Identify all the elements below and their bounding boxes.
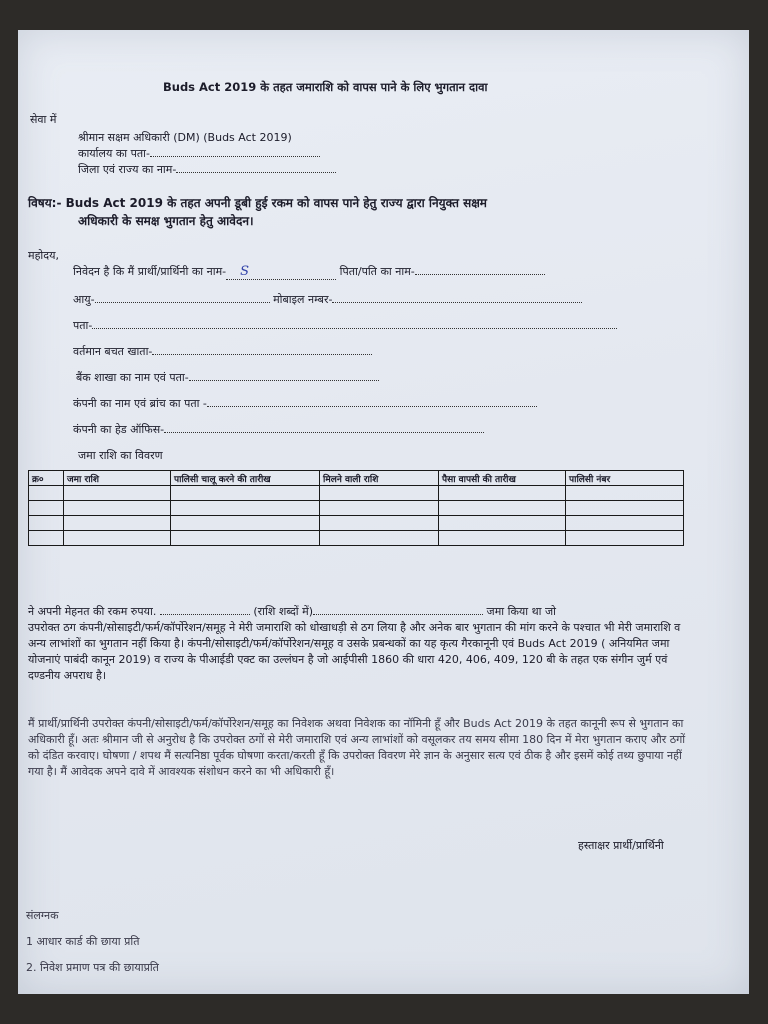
office-address-blank[interactable] [150,156,320,157]
table-cell[interactable] [29,501,64,516]
salutation-to: सेवा में [30,113,57,126]
applicant-name-field [73,264,545,280]
signature-label: हस्ताक्षर प्रार्थी/प्रार्थिनी [578,839,664,852]
deposit-details-label: जमा राशि का विवरण [78,449,163,462]
col-header-policy-number: पालिसी नंबर [566,471,684,486]
father-husband-label: पिता/पति का नाम- [339,265,415,278]
form-title: Buds Act 2019 के तहत जमाराशि को वापस पाने के लिए भुगतान दावा [163,80,488,94]
col-header-policy-start-date: पालिसी चालू करने की तारीख [171,471,320,486]
enclosure-item-2: 2. निवेश प्रमाण पत्र की छायाप्रति [26,961,159,974]
table-cell[interactable] [439,486,566,501]
subject-line-1: विषय:- Buds Act 2019 के तहत अपनी डूबी हुई रकम को वापस पाने हेतु राज्य द्वारा नियुक्त सक्षम [28,196,487,210]
address-label: पता- [73,319,93,332]
table-cell[interactable] [29,516,64,531]
col-header-refund-date: पैसा वापसी की तारीख [439,471,566,486]
table-cell[interactable] [320,486,439,501]
table-cell[interactable] [29,531,64,546]
table-row [29,501,684,516]
applicant-name-blank[interactable] [226,264,336,280]
officer-name: श्रीमान सक्षम अधिकारी (DM) (Buds Act 2019) [78,131,292,144]
greeting: महोदय, [28,249,59,262]
table-cell[interactable] [64,501,171,516]
table-cell[interactable] [320,501,439,516]
company-branch-blank[interactable] [207,406,537,407]
office-address-label: कार्यालय का पता- [78,147,150,160]
subject-line-2: अधिकारी के समक्ष भुगतान हेतु आवेदन। [78,214,254,228]
table-cell[interactable] [171,516,320,531]
table-cell[interactable] [566,531,684,546]
col-header-receivable-amount: मिलने वाली राशि [320,471,439,486]
table-row [29,531,684,546]
table-cell[interactable] [29,486,64,501]
table-cell[interactable] [171,501,320,516]
company-branch-field [73,396,537,411]
office-address-field [78,146,320,161]
table-cell[interactable] [566,501,684,516]
amount-words-blank[interactable] [313,614,483,615]
table-cell[interactable] [439,531,566,546]
bank-branch-field [76,370,379,385]
table-row [29,516,684,531]
table-cell[interactable] [320,516,439,531]
district-state-blank[interactable] [176,172,336,173]
enclosure-item-1: 1 आधार कार्ड की छाया प्रति [26,935,140,948]
table-row [29,486,684,501]
claim-form-page [18,30,749,994]
table-cell[interactable] [320,531,439,546]
age-mobile-field [73,292,582,307]
head-office-blank[interactable] [164,432,484,433]
table-cell[interactable] [171,486,320,501]
bank-branch-label: बैंक शाखा का नाम एवं पता- [76,371,189,384]
savings-account-field [73,344,372,359]
table-cell[interactable] [171,531,320,546]
district-state-field [78,162,336,177]
table-cell[interactable] [439,501,566,516]
head-office-label: कंपनी का हेड ऑफिस- [73,423,165,436]
deposit-details-table [28,470,684,546]
address-field [73,318,617,333]
col-header-deposit-amount: जमा राशि [64,471,171,486]
age-label: आयु- [73,293,95,306]
applicant-name-label: निवेदन है कि मैं प्रार्थी/प्रार्थिनी का नाम- [73,265,227,278]
table-cell[interactable] [64,516,171,531]
address-blank[interactable] [92,328,617,329]
enclosures-heading: संलग्नक [26,909,59,922]
age-blank[interactable] [95,302,270,303]
father-husband-blank[interactable] [415,274,545,275]
savings-account-label: वर्तमान बचत खाता- [73,345,153,358]
table-cell[interactable] [439,516,566,531]
handwritten-name: S [240,264,250,279]
district-state-label: जिला एवं राज्य का नाम- [78,163,177,176]
table-cell[interactable] [64,531,171,546]
mobile-blank[interactable] [332,302,582,303]
amount-intro-text: ने अपनी मेहनत की रकम रुपया. [28,605,160,618]
deposit-table-body [29,486,684,546]
table-cell[interactable] [64,486,171,501]
head-office-field [73,422,484,437]
savings-account-blank[interactable] [152,354,372,355]
company-branch-label: कंपनी का नाम एवं ब्रांच का पता - [73,397,207,410]
mobile-label: मोबाइल नम्बर- [273,293,333,306]
paragraph-2-declaration: मैं प्रार्थी/प्रार्थिनी उपरोक्त कंपनी/सोसाइटी/फर्म/कॉर्पोरेशन/समूह का निवेशक अथवा निवेशक का नॉमिनी हूँ और Buds Act 2019 के तहत कानूनी रूप से भुगतान का अधिकारी हूँ। अतः श्रीमान जी से अनुरोध है कि उपरोक्त ठगों से मेरी जमाराशि एवं अन्य लाभांशों को वसूलकर तय समय सीमा 180 दिन में मेरा भुगतान कराए और ठगों को दंडित करवाए। घोषणा / शपथ मैं सत्यनिष्ठा पूर्वक घोषणा करता/करती हूँ कि उपरोक्त विवरण मेरे ज्ञान के अनुसार सत्य एवं ठीक है और इसमें कोई तथ्य छुपाया नहीं गया है। मैं आवेदक अपने दावे में आवश्यक संशोधन करने का भी अधिकारी हूँ। [28,717,686,778]
paragraph-1-body: उपरोक्त ठग कंपनी/सोसाइटी/फर्म/कॉर्पोरेशन/समूह ने मेरी जमाराशि को धोखाधड़ी से ठग लिया है और अनेक बार भुगतान की मांग करने के पश्चात भी मेरी जमाराशि व अन्य लाभांशों का भुगतान नहीं किया है। कंपनी/सोसाइटी/फर्म/कॉर्पोरेशन/समूह व उसके प्रबन्धकों का यह कृत्य गैरकानूनी एवं Buds Act 2019 ( अनियमित जमा योजनाएं पाबंदी कानून 2019) व राज्य के पीआईडी एक्ट का उल्लंघन है जो आईपीसी 1860 की धारा 420, 406, 409, 120 बी के तहत एक संगीन जुर्म एवं दण्डनीय अपराध है। [28,621,681,682]
col-header-serial: क्र० [29,471,64,486]
bank-branch-blank[interactable] [189,380,379,381]
amount-figure-blank[interactable] [160,614,250,615]
table-cell[interactable] [566,486,684,501]
table-header-row [29,471,684,486]
table-cell[interactable] [566,516,684,531]
amount-words-label: (राशि शब्दों में) [253,605,314,618]
deposited-text: जमा किया था जो [486,605,557,618]
paragraph-amount-line [28,604,688,620]
